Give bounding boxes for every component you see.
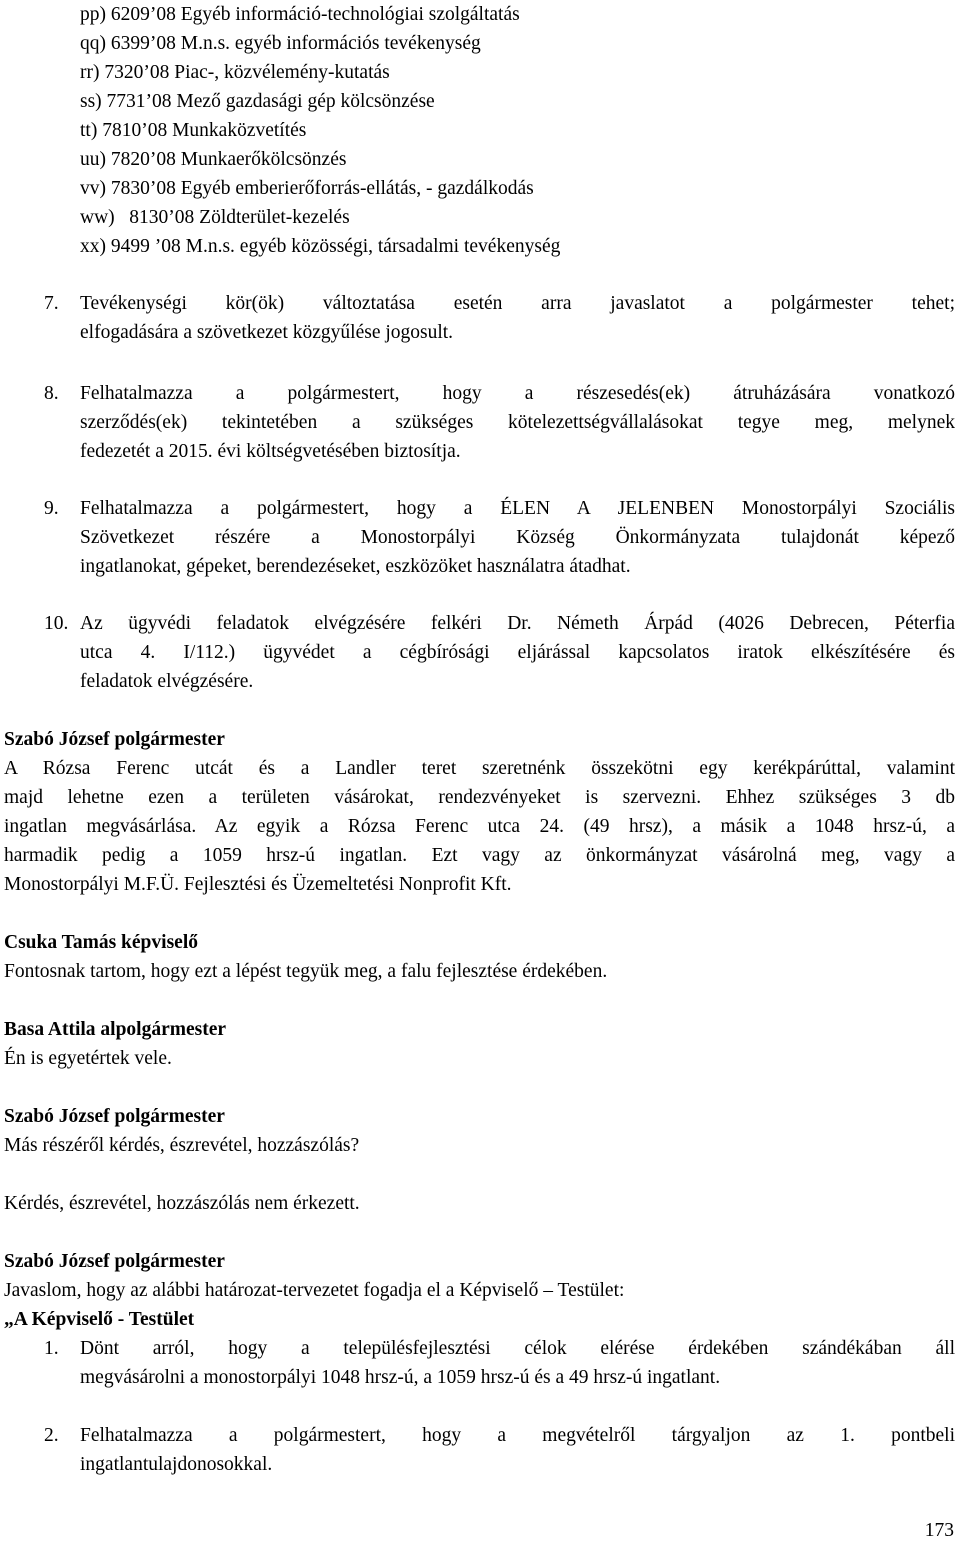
item-number: 8. — [44, 383, 59, 404]
item-line: utca 4. I/112.) ügyvédet a cégbírósági eljárással kapcsolatos iratok elkészítésére és — [80, 642, 955, 663]
activity-list-item: uu) 7820’08 Munkaerőkölcsönzés — [80, 149, 347, 170]
speech-line: A Rózsa Ferenc utcát és a Landler teret szeretnénk összekötni egy kerékpárúttal, valamint — [4, 758, 955, 779]
speech-line: Fontosnak tartom, hogy ezt a lépést tegyük meg, a falu fejlesztése érdekében. — [4, 961, 608, 982]
speaker-name: Szabó József polgármester — [4, 729, 225, 750]
resolution-item-line: Dönt arról, hogy a településfejlesztési célok elérése érdekében szándékában áll — [80, 1338, 955, 1359]
item-line: elfogadására a szövetkezet közgyűlése jogosult. — [80, 322, 454, 343]
item-line: Szövetkezet részére a Monostorpályi Község Önkormányzata tulajdonát képező — [80, 527, 955, 548]
speech-line: ingatlan megvásárlása. Az egyik a Rózsa Ferenc utca 24. (49 hrsz), a másik a 1048 hrsz-ú, a — [4, 816, 955, 837]
speaker-name: Szabó József polgármester — [4, 1251, 225, 1272]
resolution-item-number: 1. — [44, 1338, 59, 1359]
speaker-name: Basa Attila alpolgármester — [4, 1019, 227, 1040]
activity-list-item: qq) 6399’08 M.n.s. egyéb információs tevékenység — [80, 33, 481, 54]
no-questions-note: Kérdés, észrevétel, hozzászólás nem érkezett. — [4, 1193, 360, 1214]
activity-list-item: ss) 7731’08 Mező gazdasági gép kölcsönzése — [80, 91, 435, 112]
resolution-item-line: Felhatalmazza a polgármestert, hogy a megvételről tárgyaljon az 1. pontbeli — [80, 1425, 955, 1446]
page-number: 173 — [924, 1520, 954, 1541]
activity-list-item: vv) 7830’08 Egyéb emberierőforrás-ellátás, - gazdálkodás — [80, 178, 534, 199]
resolution-title: „A Képviselő - Testület — [4, 1309, 195, 1330]
activity-list-item: ww) 8130’08 Zöldterület-kezelés — [80, 207, 350, 228]
speech-line: Monostorpályi M.F.Ü. Fejlesztési és Üzemeltetési Nonprofit Kft. — [4, 874, 512, 895]
item-line: ingatlanokat, gépeket, berendezéseket, eszközöket használatra átadhat. — [80, 556, 631, 577]
activity-list-item: xx) 9499 ’08 M.n.s. egyéb közösségi, társadalmi tevékenység — [80, 236, 561, 257]
item-line: fedezetét a 2015. évi költségvetésében biztosítja. — [80, 441, 461, 462]
speech-line: Más részéről kérdés, észrevétel, hozzászólás? — [4, 1135, 360, 1156]
activity-list-item: rr) 7320’08 Piac-, közvélemény-kutatás — [80, 62, 390, 83]
item-number: 9. — [44, 498, 59, 519]
item-line: Tevékenységi kör(ök) változtatása esetén arra javaslatot a polgármester tehet; — [80, 293, 955, 314]
resolution-item-number: 2. — [44, 1425, 59, 1446]
speech-line: Én is egyetértek vele. — [4, 1048, 172, 1069]
item-line: feladatok elvégzésére. — [80, 671, 254, 692]
item-line: Felhatalmazza a polgármestert, hogy a részesedés(ek) átruházására vonatkozó — [80, 383, 955, 404]
item-line: Felhatalmazza a polgármestert, hogy a ÉLEN A JELENBEN Monostorpályi Szociális — [80, 498, 955, 519]
activity-list-item: tt) 7810’08 Munkaközvetítés — [80, 120, 307, 141]
speech-line: majd lehetne ezen a területen vásárokat, rendezvényeket is szervezni. Ehhez szükséges 3 db — [4, 787, 955, 808]
item-line: szerződés(ek) tekintetében a szükséges kötelezettségvállalásokat tegye meg, melynek — [80, 412, 955, 433]
proposal-intro: Javaslom, hogy az alábbi határozat-tervezetet fogadja el a Képviselő – Testület: — [4, 1280, 625, 1301]
item-line: Az ügyvédi feladatok elvégzésére felkéri Dr. Németh Árpád (4026 Debrecen, Péterfia — [80, 613, 955, 634]
speaker-name: Szabó József polgármester — [4, 1106, 225, 1127]
resolution-item-line: megvásárolni a monostorpályi 1048 hrsz-ú, a 1059 hrsz-ú és a 49 hrsz-ú ingatlant. — [80, 1367, 721, 1388]
item-number: 7. — [44, 293, 59, 314]
item-number: 10. — [44, 613, 69, 634]
activity-list-item: pp) 6209’08 Egyéb információ-technológiai szolgáltatás — [80, 4, 520, 25]
speaker-name: Csuka Tamás képviselő — [4, 932, 198, 953]
resolution-item-line: ingatlantulajdonosokkal. — [80, 1454, 273, 1475]
speech-line: harmadik pedig a 1059 hrsz-ú ingatlan. Ezt vagy az önkormányzat vásárolná meg, vagy a — [4, 845, 955, 866]
